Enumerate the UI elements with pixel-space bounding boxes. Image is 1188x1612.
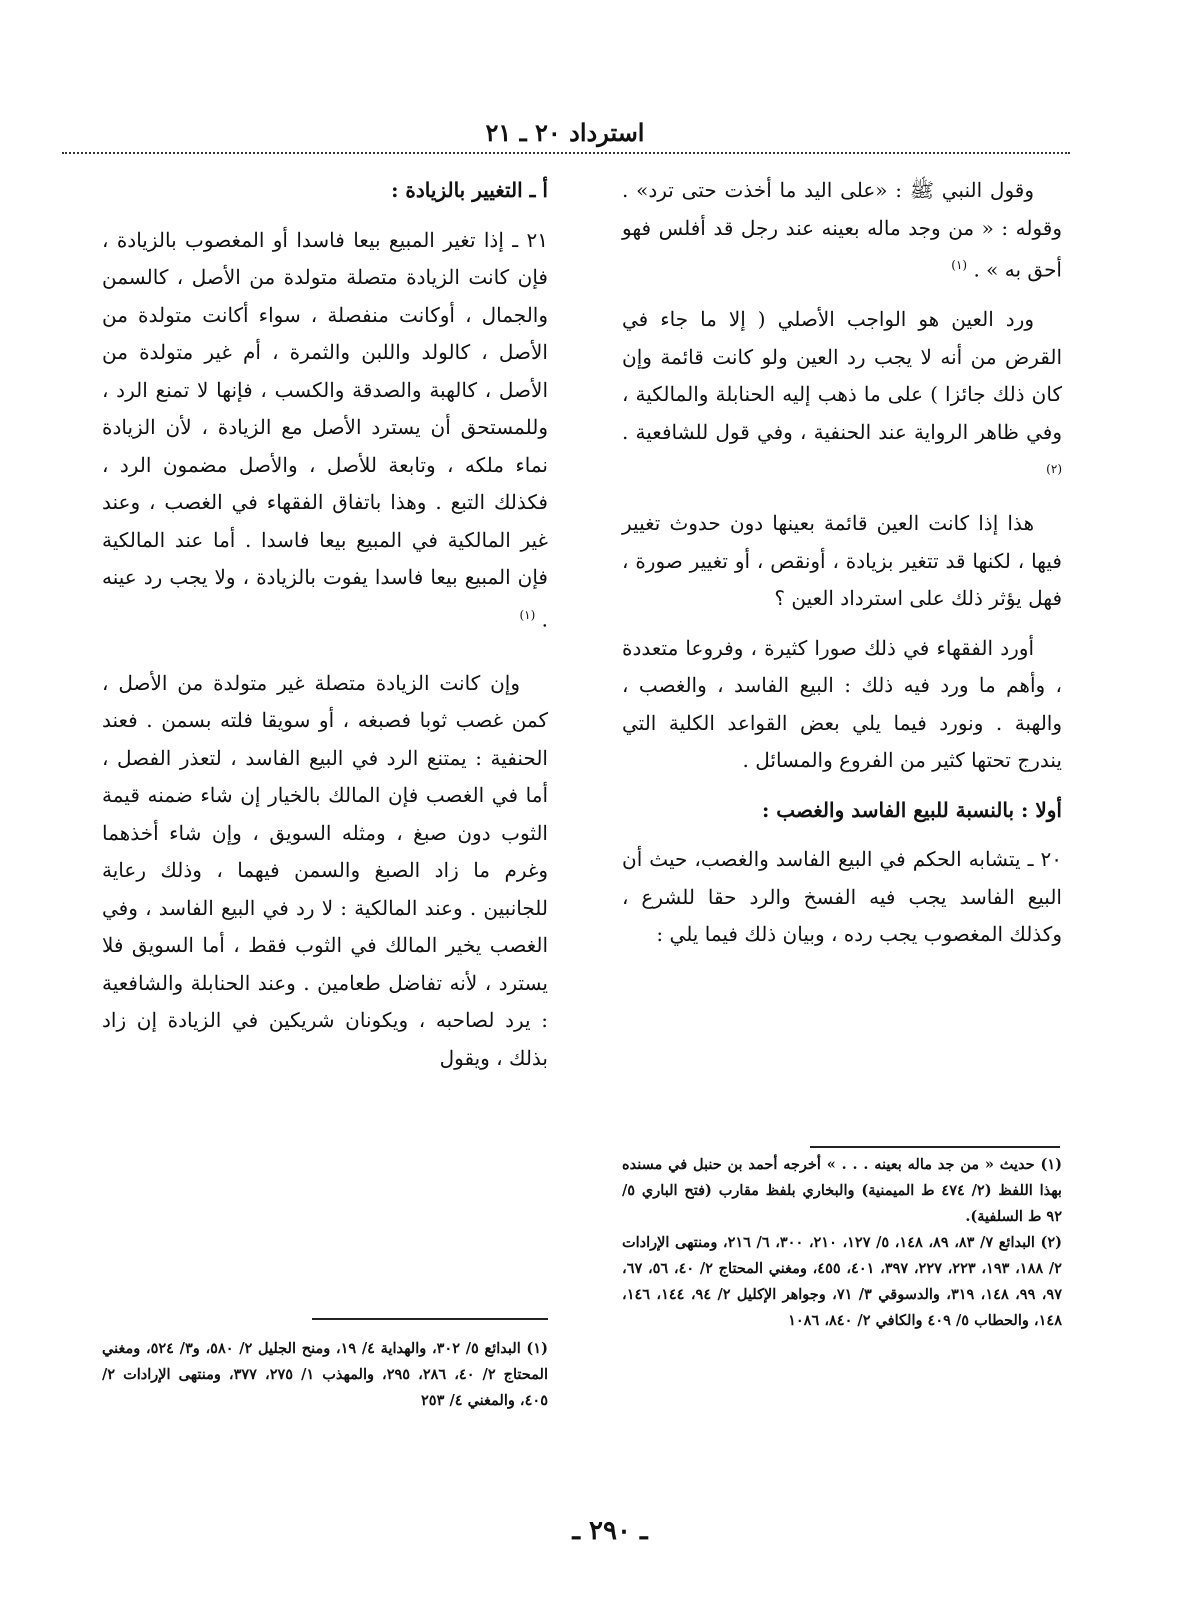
footnote-ref: (١) [951,258,968,272]
footnote-divider-right [810,1146,1060,1148]
footnote-item: (٢) البدائع ٧/ ٨٣، ٨٩، ١٤٨، ٥/ ١٢٧، ٢١٠، ٣٠٠، ٦/ ٢١٦، ومنتهى الإرادات ٢/ ١٨٨، ١٩٣، ٢٢٣، ٢٢٧، ٣٩٧، ٤٠١، ٤٥٥، ومغني المحتاج ٢/ ٤٠، ٥٦، ٦٧، ٩٧، ٩٩، ١٤٨، ٣١٩، والدسوقي ٣/ ٧١، وجواهر الإكليل ٢/ ٩٤، ١٤٤، ١٤٦، ١٤٨، والحطاب ٥/ ٤٠٩ والكافي ٢/ ٨٤٠، ١٠٨٦ [622,1234,1063,1329]
right-paragraph-1: وقول النبي ﷺ : «على اليد ما أخذت حتى ترد» . وقوله : « من وجد ماله بعينه عند رجل قد أفلس فهو أحق به » . $^{(١)}$ [622,178,1062,282]
footnote-divider-left [312,1318,548,1320]
footnotes-left [102,1336,548,1414]
page-header-title: استرداد ٢٠ ـ ٢١ [485,118,645,147]
footnotes-right [622,1152,1062,1334]
footnote-item: (١) حديث « من جد ماله بعينه . . . » أخرجه أحمد بن حنبل في مسنده بهذا اللفظ (٢/ ٤٧٤ ط الميمنية) والبخاري بلفظ مقارب (فتح الباري ٥/ ٩٢ ط السلفية). [622,1156,1062,1225]
footnote-ref: (٢) [1046,462,1062,477]
left-column [102,172,548,1089]
right-paragraph-3: هذا إذا كانت العين قائمة بعينها دون حدوث تغيير فيها ، لكنها قد تتغير بزيادة ، أونقص ، أو تغيير صورة ، فهل يؤثر ذلك على استرداد العين ؟ [622,511,1062,611]
right-paragraph-2: ورد العين هو الواجب الأصلي ( إلا ما جاء في القرض من أنه لا يجب رد العين ولو كانت قائمة وإن كان ذلك جائزا ) على ما ذهب إليه الحنابلة والمالكية ، وفي ظاهر الرواية عند الحنفية ، وفي قول للشافعية . $^{(٢)}$ [622,307,1062,477]
header-divider [62,152,1070,154]
section-heading-first: أولا : بالنسبة للبيع الفاسد والغصب : [761,797,1062,822]
right-paragraph-5: ٢٠ ـ يتشابه الحكم في البيع الفاسد والغصب، حيث أن البيع الفاسد يجب فيه الفسخ والرد حقا للشرع ، وكذلك المغصوب يجب رده ، وبيان ذلك فيما يلي : [622,847,1062,947]
footnote-ref: (١) [519,607,536,622]
page-number: ـ ٢٩٠ ـ [572,1516,648,1546]
left-paragraph-1: ٢١ ـ إذا تغير المبيع بيعا فاسدا أو المغصوب بالزيادة ، فإن كانت الزيادة متصلة متولدة من الأصل ، كالسمن والجمال ، أوكانت منفصلة ، سواء أكانت متولدة من الأصل ، كالولد واللبن والثمرة ، أم غير متولدة من الأصل ، كالهبة والصدقة والكسب ، فإنها لا تمنع الرد ، وللمستحق أن يسترد الأصل مع الزيادة ، لأن الزيادة نماء ملكه ، وتابعة للأصل ، والأصل مضمون الرد ، فكذلك التبع . وهذا باتفاق الفقهاء في الغصب ، وعند غير المالكية في المبيع بيعا فاسدا . أما عند المالكية فإن المبيع بيعا فاسدا يفوت بالزيادة ، ولا يجب رد عينه . $^{(١)}$ [102,227,548,632]
footnote-item: (١) البدائع ٥/ ٣٠٢، والهداية ٤/ ١٩، ومنح الجليل ٢/ ٥٨٠، و٣/ ٥٢٤، ومغني المحتاج ٢/ ٤٠، ٢٨٦، ٢٩٥، والمهذب ١/ ٢٧٥، ٣٧٧، ومنتهى الإرادات ٢/ ٤٠٥، والمغني ٤/ ٢٥٣ [102,1340,548,1409]
left-paragraph-2: وإن كانت الزيادة متصلة غير متولدة من الأصل ، كمن غصب ثوبا فصبغه ، أو سويقا فلته بسمن . فعند الحنفية : يمتنع الرد في البيع الفاسد ، لتعذر الفصل ، أما في الغصب فإن المالك بالخيار إن شاء ضمنه قيمة الثوب دون صبغ ، ومثله السويق ، وإن شاء أخذهما وغرم ما زاد الصبغ والسمن فيهما ، وذلك رعاية للجانبين . وعند المالكية : لا رد في البيع الفاسد ، وفي الغصب يخير المالك في الثوب فقط ، أما السويق فلا يسترد ، لأنه تفاضل طعامين . وعند الحنابلة والشافعية : يرد لصاحبه ، ويكونان شريكين في الزيادة إن زاد بذلك ، ويقول [102,670,548,1070]
right-paragraph-4: أورد الفقهاء في ذلك صورا كثيرة ، وفروعا متعددة ، وأهم ما ورد فيه ذلك : البيع الفاسد ، والغصب ، والهبة . ونورد فيما يلي بعض القواعد الكلية التي يندرج تحتها كثير من الفروع والمسائل . [622,635,1062,773]
subsection-heading-increase: أ ـ التغيير بالزيادة : [391,178,548,202]
right-column [622,172,1062,966]
